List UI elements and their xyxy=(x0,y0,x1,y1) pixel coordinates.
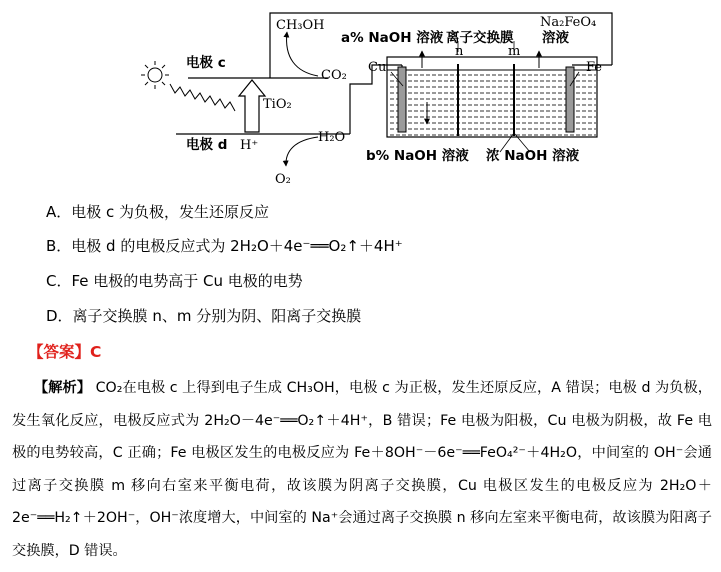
a-naoh-label: a% NaOH 溶液 xyxy=(341,30,444,46)
ion-membrane-label: 离子交换膜 xyxy=(446,30,514,46)
cu-label: Cu xyxy=(368,60,387,75)
option-b: B．电极 d 的电极反应式为 2H₂O＋4e⁻══O₂↑＋4H⁺ xyxy=(46,237,403,255)
cu-electrode xyxy=(398,67,406,132)
h2o-label: H₂O xyxy=(318,130,346,145)
option-d: D．离子交换膜 n、m 分别为阴、阳离子交换膜 xyxy=(46,307,362,325)
light-ray-icon xyxy=(170,84,235,111)
h-plus-transfer-arrow xyxy=(239,80,265,132)
sun-icon xyxy=(141,61,169,89)
explanation-text: CO₂在电极 c 上得到电子生成 CH₃OH，电极 c 为正极，发生还原反应，A 错误；电极 d 为负极，发生氧化反应，电极反应式为 2H₂O－4e⁻══O₂↑＋4H⁺，B 错误；Fe 电极为阳极，Cu 电极为阴极，故 Fe 电极的电势较高，C 正确；Fe 电极区发生的电极反应为 Fe＋8OH⁻－6e⁻══FeO₄²⁻＋4H₂O，中间室的 OH⁻会通过离子交换膜 m 移向右室来平衡电荷，故该膜为阴离子交换膜，Cu 电极区发生的电极反应为 2H₂O＋2e⁻══H₂↑＋2OH⁻，OH⁻浓度增大，中间室的 Na⁺会通过离子交换膜 n 移向左室来平衡电荷，故该膜为阳离子交换膜，D 错误。 xyxy=(12,380,712,559)
fe-label: Fe xyxy=(586,60,603,75)
solution xyxy=(388,71,596,136)
membrane-n-label: n xyxy=(455,44,464,59)
tio2-label: TiO₂ xyxy=(263,97,292,112)
fe-electrode xyxy=(566,67,574,132)
o2-label: O₂ xyxy=(275,172,291,187)
na2feo4-label: Na₂FeO₄ xyxy=(540,15,597,30)
explanation-label: 【解析】 xyxy=(34,380,92,396)
na2feo4-solution-label: 溶液 xyxy=(542,30,569,46)
ch3oh-label: CH₃OH xyxy=(276,18,325,33)
co2-label: CO₂ xyxy=(321,68,347,83)
h2o-to-o2-arrow xyxy=(286,137,318,166)
option-a: A．电极 c 为负极，发生还原反应 xyxy=(46,203,270,221)
h-plus-label: H⁺ xyxy=(240,138,259,153)
electrolysis-diagram xyxy=(0,0,721,200)
membrane-m-label: m xyxy=(508,44,521,59)
b-naoh-label: b% NaOH 溶液 xyxy=(366,148,469,164)
electrode-c-label: 电极 c xyxy=(186,55,226,71)
explanation xyxy=(12,372,712,567)
co2-to-ch3oh-arrow xyxy=(287,32,318,76)
conc-naoh-label: 浓 NaOH 溶液 xyxy=(486,148,580,164)
answer: 【答案】C xyxy=(28,343,102,361)
electrode-d-label: 电极 d xyxy=(186,137,228,153)
option-c: C．Fe 电极的电势高于 Cu 电极的电势 xyxy=(46,272,303,290)
